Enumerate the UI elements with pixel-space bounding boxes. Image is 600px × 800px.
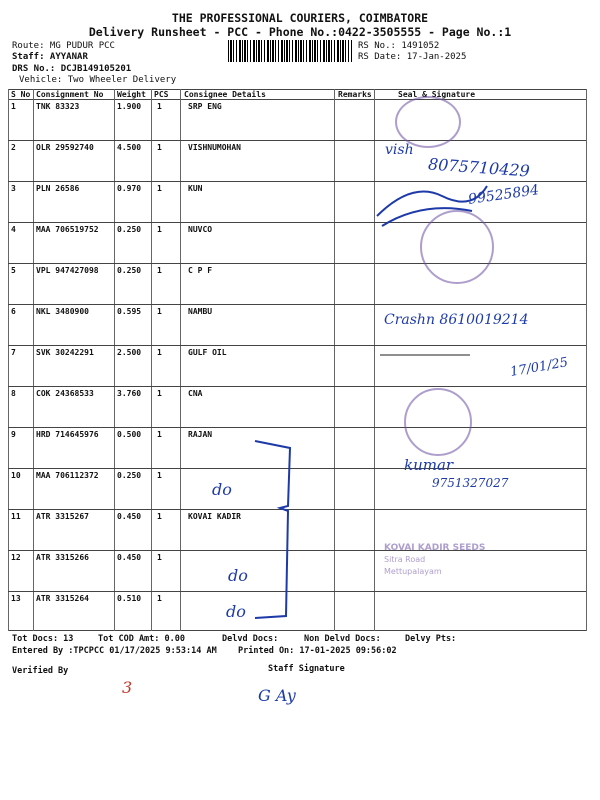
- column-header-signature: Seal & Signature: [398, 90, 476, 99]
- row-weight: 0.250: [117, 266, 142, 275]
- ditto-row-13: do: [226, 602, 246, 621]
- signature-row-6: Crashn 8610019214: [384, 312, 529, 328]
- column-header-pcs: PCS: [154, 90, 169, 99]
- row-consignee: KOVAI KADIR: [188, 512, 241, 521]
- row-weight: 0.250: [117, 225, 142, 234]
- runsheet-subtitle: Delivery Runsheet - PCC - Phone No.:0422-3505555 - Page No.:1: [88, 25, 512, 39]
- row-pcs: 1: [157, 553, 162, 562]
- kovai-stamp: [384, 542, 534, 592]
- row-divider: [8, 427, 586, 428]
- verified-by-label: Verified By: [12, 666, 69, 676]
- row-consignment: PLN 26586: [36, 184, 80, 193]
- table-border: [8, 99, 586, 100]
- row-divider: [8, 345, 586, 346]
- column-header-sno: S No: [11, 90, 31, 99]
- row-divider: [8, 140, 586, 141]
- row-weight: 1.900: [117, 102, 142, 111]
- column-divider: [586, 89, 587, 631]
- table-border: [8, 630, 586, 631]
- total-docs: Tot Docs: 13: [12, 634, 74, 644]
- row-consignee: VISHNUMOHAN: [188, 143, 241, 152]
- row-divider: [8, 181, 586, 182]
- phone-row-3: 99525894: [467, 182, 541, 208]
- row-consignee: CNA: [188, 389, 203, 398]
- route-label: Route: MG PUDUR PCC: [12, 41, 115, 51]
- row-divider: [8, 304, 586, 305]
- row-weight: 2.500: [117, 348, 142, 357]
- ditto-row-10: do: [212, 480, 232, 499]
- verified-mark: 3: [122, 678, 133, 697]
- kovai-stamp-text: KOVAI KADIR SEEDS: [384, 543, 486, 553]
- rs-number: RS No.: 1491052: [358, 41, 440, 51]
- row-consignment: VPL 947427098: [36, 266, 99, 275]
- printed-on: Printed On: 17-01-2025 09:56:02: [238, 646, 397, 656]
- row-consignee: GULF OIL: [188, 348, 227, 357]
- row-sno: 7: [11, 348, 16, 357]
- row-pcs: 1: [157, 430, 162, 439]
- row-pcs: 1: [157, 184, 162, 193]
- signature-row-9: kumar: [404, 456, 454, 474]
- phone-row-9: 9751327027: [432, 476, 509, 490]
- row-weight: 0.595: [117, 307, 142, 316]
- row-pcs: 1: [157, 389, 162, 398]
- row-weight: 0.500: [117, 430, 142, 439]
- seal-stamp: [404, 388, 472, 456]
- row-pcs: 1: [157, 512, 162, 521]
- row-consignment: ATR 3315264: [36, 594, 89, 603]
- signature-scribble-row-3: [372, 176, 492, 236]
- row-consignment: ATR 3315267: [36, 512, 89, 521]
- row-consignment: COK 24368533: [36, 389, 94, 398]
- row-consignee: RAJAN: [188, 430, 213, 439]
- row-consignment: OLR 29592740: [36, 143, 94, 152]
- row-consignee: SRP ENG: [188, 102, 222, 111]
- row-consignment: MAA 706112372: [36, 471, 99, 480]
- row-consignee: KUN: [188, 184, 203, 193]
- row-divider: [8, 263, 586, 264]
- non-delivered-docs: Non Delvd Docs:: [304, 634, 381, 644]
- row-consignment: MAA 706519752: [36, 225, 99, 234]
- column-header-consignee: Consignee Details: [184, 90, 266, 99]
- row-pcs: 1: [157, 471, 162, 480]
- delivery-points: Delvy Pts:: [405, 634, 457, 644]
- total-cod: Tot COD Amt: 0.00: [98, 634, 185, 644]
- row-pcs: 1: [157, 225, 162, 234]
- row-sno: 4: [11, 225, 16, 234]
- delivered-docs: Delvd Docs:: [222, 634, 279, 644]
- row-sno: 6: [11, 307, 16, 316]
- barcode-image: [228, 40, 352, 62]
- row-pcs: 1: [157, 102, 162, 111]
- row-sno: 9: [11, 430, 16, 439]
- staff-signature: G Ay: [258, 686, 296, 705]
- staff-label: Staff: AYYANAR: [12, 52, 88, 62]
- row-weight: 0.450: [117, 512, 142, 521]
- seal-stamp-rectangle: [380, 354, 470, 366]
- row-consignment: ATR 3315266: [36, 553, 89, 562]
- row-consignee: NUVCO: [188, 225, 213, 234]
- column-header-consignment: Consignment No: [36, 90, 104, 99]
- row-sno: 10: [11, 471, 21, 480]
- drs-number: DRS No.: DCJB149105201: [12, 64, 132, 74]
- seal-stamp: [395, 96, 461, 148]
- date-row-7: 17/01/25: [509, 355, 570, 380]
- bracket-mark: [250, 436, 300, 626]
- row-pcs: 1: [157, 594, 162, 603]
- row-consignee: C P F: [188, 266, 213, 275]
- rs-date: RS Date: 17-Jan-2025: [358, 52, 467, 62]
- row-consignment: SVK 30242291: [36, 348, 94, 357]
- row-consignee: NAMBU: [188, 307, 213, 316]
- column-header-remarks: Remarks: [338, 90, 372, 99]
- row-weight: 0.250: [117, 471, 142, 480]
- kovai-stamp-line3: Mettupalayam: [384, 567, 442, 576]
- row-weight: 4.500: [117, 143, 142, 152]
- row-sno: 2: [11, 143, 16, 152]
- row-sno: 5: [11, 266, 16, 275]
- phone-row-2: 8075710429: [427, 154, 531, 181]
- row-sno: 11: [11, 512, 21, 521]
- entered-by: Entered By :TPCPCC 01/17/2025 9:53:14 AM: [12, 646, 217, 656]
- row-weight: 0.450: [117, 553, 142, 562]
- row-pcs: 1: [157, 307, 162, 316]
- row-pcs: 1: [157, 266, 162, 275]
- company-title: THE PROFESSIONAL COURIERS, COIMBATORE: [171, 11, 429, 25]
- column-header-weight: Weight: [117, 90, 146, 99]
- row-weight: 0.970: [117, 184, 142, 193]
- row-sno: 8: [11, 389, 16, 398]
- row-consignment: NKL 3480900: [36, 307, 89, 316]
- row-divider: [8, 386, 586, 387]
- staff-signature-label: Staff Signature: [268, 664, 345, 674]
- vehicle-label: Vehicle: Two Wheeler Delivery: [19, 75, 177, 85]
- row-weight: 3.760: [117, 389, 142, 398]
- kovai-stamp-line2: Sitra Road: [384, 555, 426, 564]
- row-consignment: TNK 83323: [36, 102, 80, 111]
- row-sno: 13: [11, 594, 21, 603]
- row-weight: 0.510: [117, 594, 142, 603]
- row-sno: 3: [11, 184, 16, 193]
- row-sno: 12: [11, 553, 21, 562]
- signature-row-2: vish: [385, 142, 414, 158]
- row-pcs: 1: [157, 143, 162, 152]
- ditto-row-12: do: [228, 566, 248, 585]
- row-divider: [8, 222, 586, 223]
- row-sno: 1: [11, 102, 16, 111]
- row-pcs: 1: [157, 348, 162, 357]
- row-consignment: HRD 714645976: [36, 430, 99, 439]
